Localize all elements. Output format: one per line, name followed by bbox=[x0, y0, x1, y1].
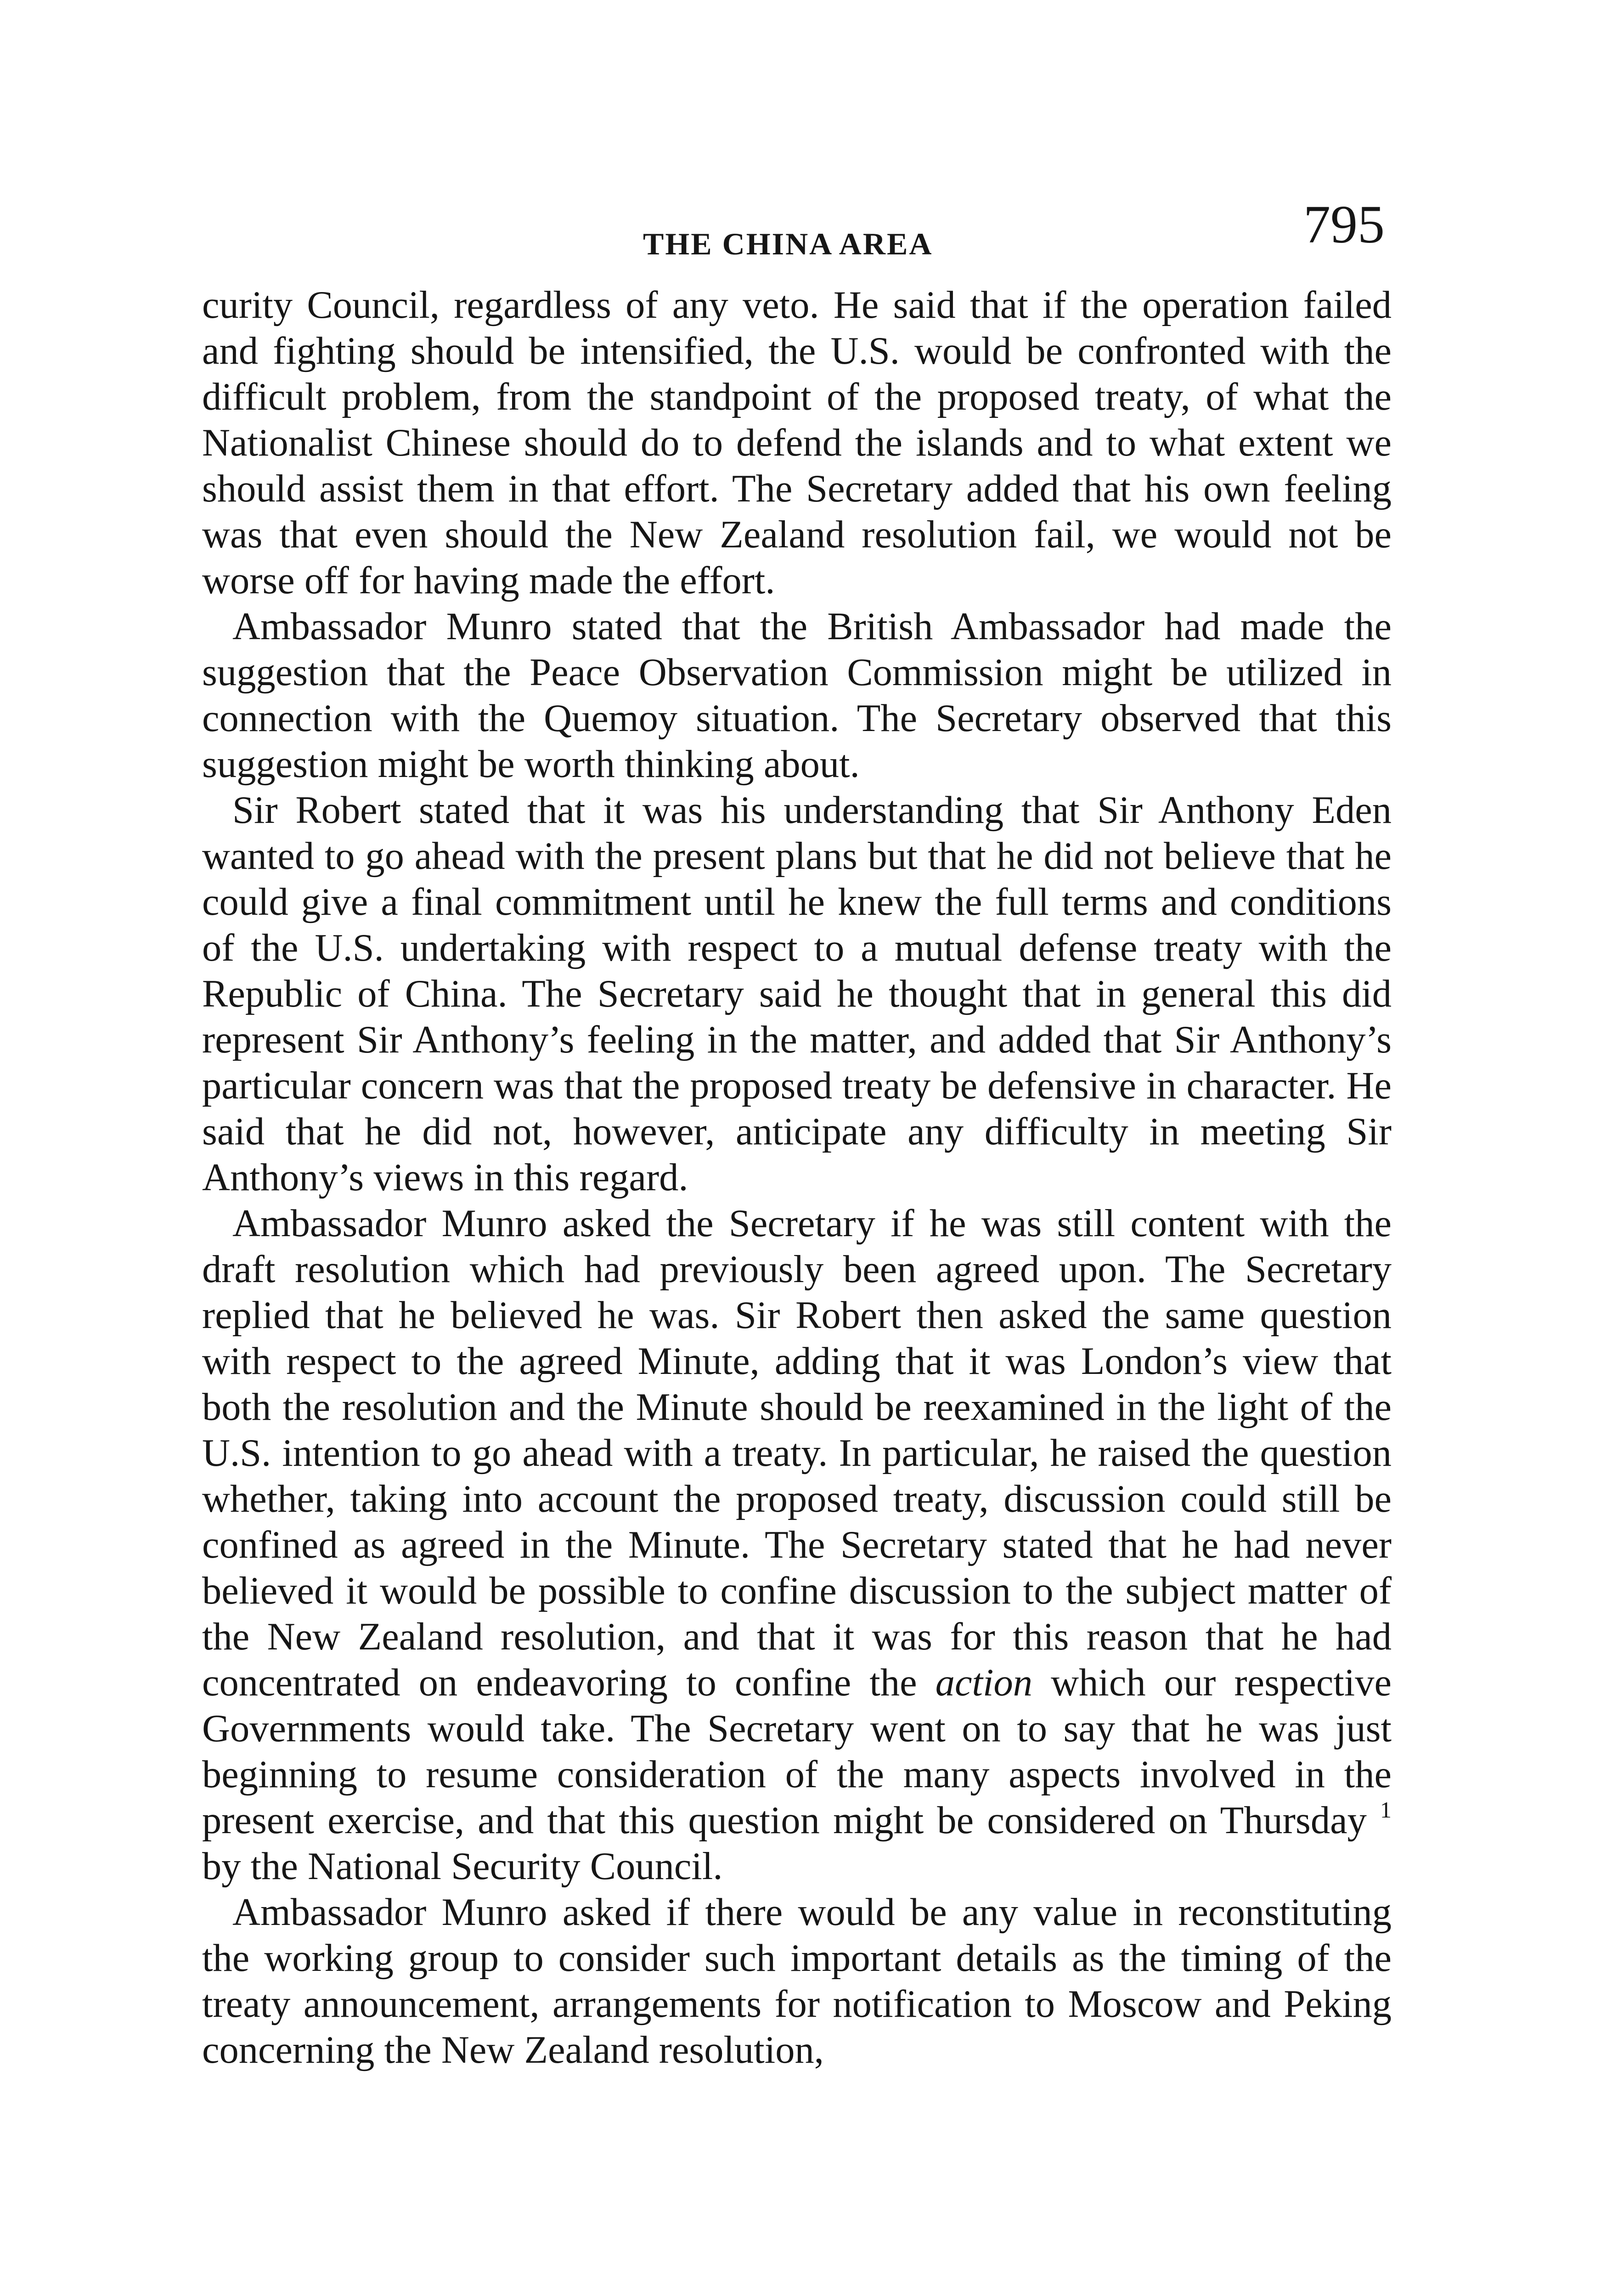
paragraph-2: Ambassador Munro stated that the British Ambassador had made the suggestion that the Peace Observation Commission might be utilized in connection with the Quemoy situation. The Secretary observed that this suggestion might be worth thinking about. bbox=[202, 605, 1392, 786]
paragraph-4-text-c: by the National Security Council. bbox=[202, 1845, 723, 1888]
paragraph-4-italic: action bbox=[935, 1661, 1032, 1704]
paragraph-3: Sir Robert stated that it was his understanding that Sir Anthony Eden wanted to go ahead with the present plans but that he did not believe that he could give a final commitment until he knew the full terms and conditions of the U.S. undertaking with respect to a mutual defense treaty with the Republic of China. The Secretary said he thought that in general this did represent Sir Anthony’s feeling in the matter, and added that Sir Anthony’s particular concern was that the proposed treaty be defensive in character. He said that he did not, however, anticipate any difficulty in meeting Sir Anthony’s views in this regard. bbox=[202, 789, 1392, 1199]
running-head bbox=[0, 194, 1612, 280]
paragraph-1: curity Council, regardless of any veto. He said that if the operation failed and fighting should be intensified, the U.S. would be confronted with the difficult problem, from the standpoint of the proposed treaty, of what the Nationalist Chinese should do to defend the islands and to what extent we should assist them in that effort. The Secretary added that his own feeling was that even should the New Zealand resolution fail, we would not be worse off for having made the effort. bbox=[202, 284, 1392, 602]
paragraph-5: Ambassador Munro asked if there would be any value in reconstituting the working group to consider such important details as the timing of the treaty announcement, arrangements for notification to Moscow and Peking concerning the New Zealand resolution, bbox=[202, 1891, 1392, 2071]
running-title: THE CHINA AREA bbox=[643, 226, 933, 261]
footnote-reference: 1 bbox=[1380, 1797, 1392, 1823]
page-number: 795 bbox=[1303, 194, 1385, 254]
paragraph-4 bbox=[202, 1201, 1392, 1890]
paragraph-4-text-b: which our respective Governments would take. The Secretary went on to say that he was just beginning to resume consideration of the many aspects involved in the present exercise, and that this question might be considered on Thursday bbox=[202, 1661, 1392, 1842]
body-text bbox=[202, 282, 1392, 2073]
paragraph-4-text-a: Ambassador Munro asked the Secretary if he was still content with the draft resolution which had previously been agreed upon. The Secretary replied that he believed he was. Sir Robert then asked the same question with respect to the agreed Minute, adding that it was London’s view that both the resolution and the Minute should be reexamined in the light of the U.S. intention to go ahead with a treaty. In particular, he raised the question whether, taking into account the proposed treaty, discussion could still be confined as agreed in the Minute. The Secretary stated that he had never believed it would be possible to confine discussion to the subject matter of the New Zealand resolution, and that it was for this reason that he had concentrated on endeavoring to confine the bbox=[202, 1202, 1392, 1704]
